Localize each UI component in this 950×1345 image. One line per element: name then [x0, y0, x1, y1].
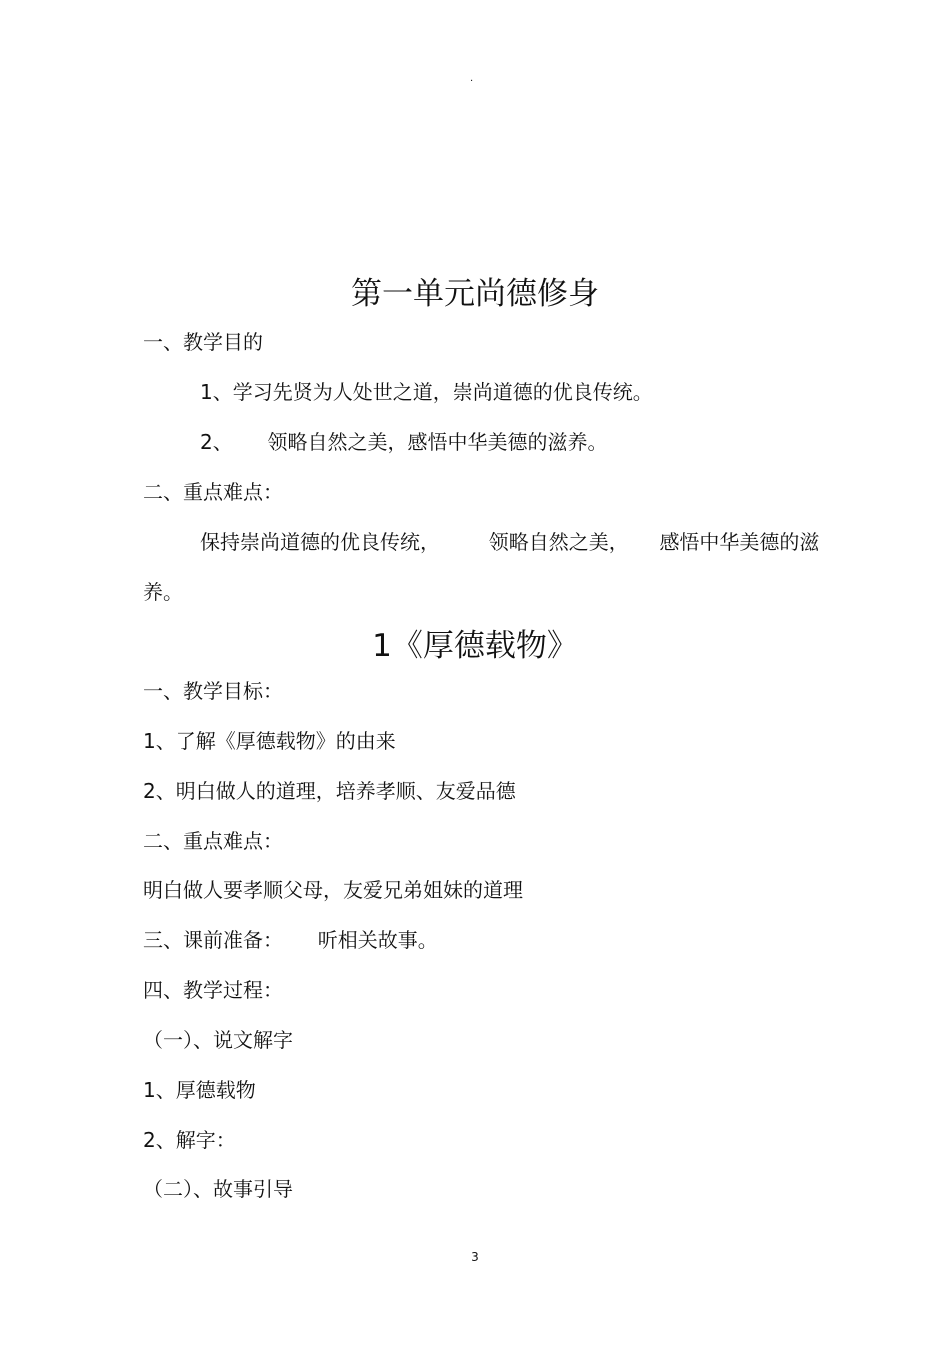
lesson-goals-heading: 一、教学目标：	[143, 679, 283, 703]
lesson-key-heading: 二、重点难点：	[143, 829, 283, 853]
lesson-key-text: 明白做人要孝顺父母，友爱兄弟姐妹的道理	[143, 878, 523, 902]
lesson-prep	[143, 926, 438, 954]
unit-key-part-1: 保持崇尚道德的优良传统，	[200, 530, 440, 554]
unit-key-wrap: 养。	[143, 580, 183, 604]
unit-goals-heading: 一、教学目的	[143, 330, 263, 354]
unit-key-part-2: 领略自然之美，	[488, 530, 629, 554]
page-number: 3	[471, 1250, 479, 1264]
lesson-step-1: （一）、说文解字	[143, 1028, 293, 1052]
unit-goal-2-text: 领略自然之美，感悟中华美德的滋养。	[267, 430, 608, 454]
lesson-goal-1: 1、了解《厚德载物》的由来	[143, 729, 396, 753]
lesson-step-1-item-1: 1、厚德载物	[143, 1078, 256, 1102]
unit-key-heading: 二、重点难点：	[143, 480, 283, 504]
unit-goal-1: 1、学习先贤为人处世之道，崇尚道德的优良传统。	[200, 380, 653, 404]
header-mark: .	[470, 73, 474, 84]
unit-goal-2	[200, 428, 607, 456]
unit-goal-2-number: 2、	[200, 430, 233, 454]
lesson-process-heading: 四、教学过程：	[143, 978, 283, 1002]
lesson-step-2: （二）、故事引导	[143, 1177, 293, 1201]
lesson-step-1-item-2: 2、解字：	[143, 1128, 236, 1152]
lesson-prep-label: 三、课前准备：	[143, 928, 283, 952]
lesson-goal-2: 2、明白做人的道理，培养孝顺、友爱品德	[143, 779, 516, 803]
unit-title: 第一单元尚德修身	[351, 276, 599, 312]
unit-key-part-3: 感悟中华美德的滋	[659, 530, 820, 554]
lesson-prep-text: 听相关故事。	[317, 928, 438, 952]
unit-key-paragraph	[200, 528, 819, 556]
lesson-title: 1《厚德载物》	[372, 628, 578, 664]
